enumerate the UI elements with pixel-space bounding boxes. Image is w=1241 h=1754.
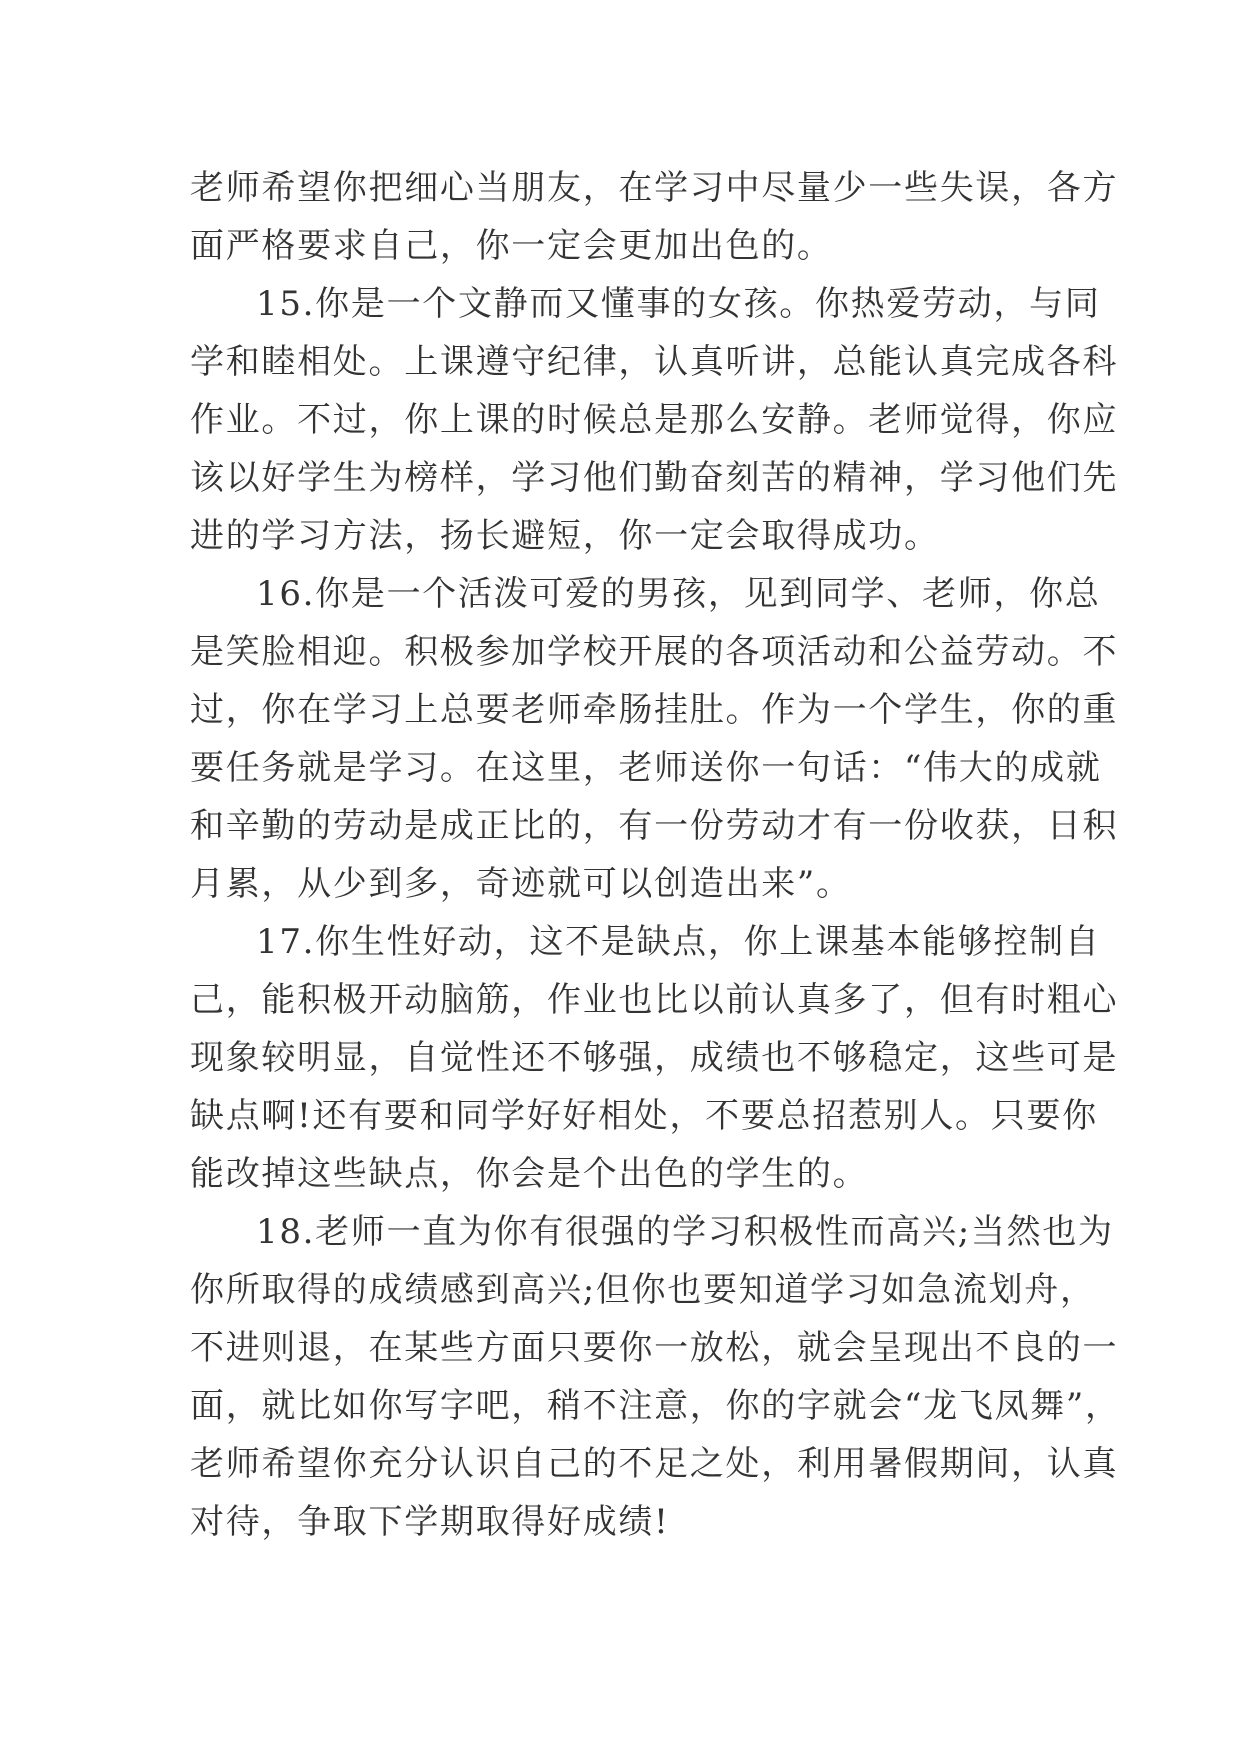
paragraph-first-line: 18.老师一直为你有很强的学习积极性而高兴;当然也为 bbox=[256, 1212, 1114, 1252]
text-line: 和辛勤的劳动是成正比的，有一份劳动才有一份收获，日积 bbox=[190, 806, 1119, 846]
text-line: 作业。不过，你上课的时候总是那么安静。老师觉得，你应 bbox=[190, 400, 1119, 440]
text-line: 该以好学生为榜样，学习他们勤奋刻苦的精神，学习他们先 bbox=[190, 458, 1119, 498]
text-line: 能改掉这些缺点，你会是个出色的学生的。 bbox=[190, 1154, 869, 1194]
text-line: 面，就比如你写字吧，稍不注意，你的字就会“龙飞凤舞”， bbox=[190, 1386, 1121, 1426]
text-line: 老师希望你充分认识自己的不足之处，利用暑假期间，认真 bbox=[190, 1444, 1119, 1484]
document-body bbox=[190, 159, 1121, 1551]
text-line: 要任务就是学习。在这里，老师送你一句话：“伟大的成就 bbox=[190, 748, 1102, 788]
paragraph-first-line: 16.你是一个活泼可爱的男孩，见到同学、老师，你总 bbox=[256, 574, 1101, 614]
text-line: 月累，从少到多，奇迹就可以创造出来”。 bbox=[190, 864, 852, 904]
text-line: 面严格要求自己，你一定会更加出色的。 bbox=[190, 226, 833, 266]
text-line: 你所取得的成绩感到高兴;但你也要知道学习如急流划舟， bbox=[190, 1270, 1096, 1310]
text-line: 缺点啊!还有要和同学好好相处，不要总招惹别人。只要你 bbox=[190, 1096, 1098, 1136]
paragraph-first-line: 17.你生性好动，这不是缺点，你上课基本能够控制自 bbox=[256, 922, 1101, 962]
text-line: 是笑脸相迎。积极参加学校开展的各项活动和公益劳动。不 bbox=[190, 632, 1119, 672]
text-line: 老师希望你把细心当朋友，在学习中尽量少一些失误，各方 bbox=[190, 168, 1119, 208]
text-line: 过，你在学习上总要老师牵肠挂肚。作为一个学生，你的重 bbox=[190, 690, 1119, 730]
text-line: 现象较明显，自觉性还不够强，成绩也不够稳定，这些可是 bbox=[190, 1038, 1119, 1078]
text-line: 学和睦相处。上课遵守纪律，认真听讲，总能认真完成各科 bbox=[190, 342, 1119, 382]
paragraph-first-line: 15.你是一个文静而又懂事的女孩。你热爱劳动，与同 bbox=[256, 284, 1101, 324]
text-line: 己，能积极开动脑筋，作业也比以前认真多了，但有时粗心 bbox=[190, 980, 1119, 1020]
text-line: 进的学习方法，扬长避短，你一定会取得成功。 bbox=[190, 516, 940, 556]
text-line: 对待，争取下学期取得好成绩! bbox=[190, 1502, 670, 1542]
text-line: 不进则退，在某些方面只要你一放松，就会呈现出不良的一 bbox=[190, 1328, 1119, 1368]
